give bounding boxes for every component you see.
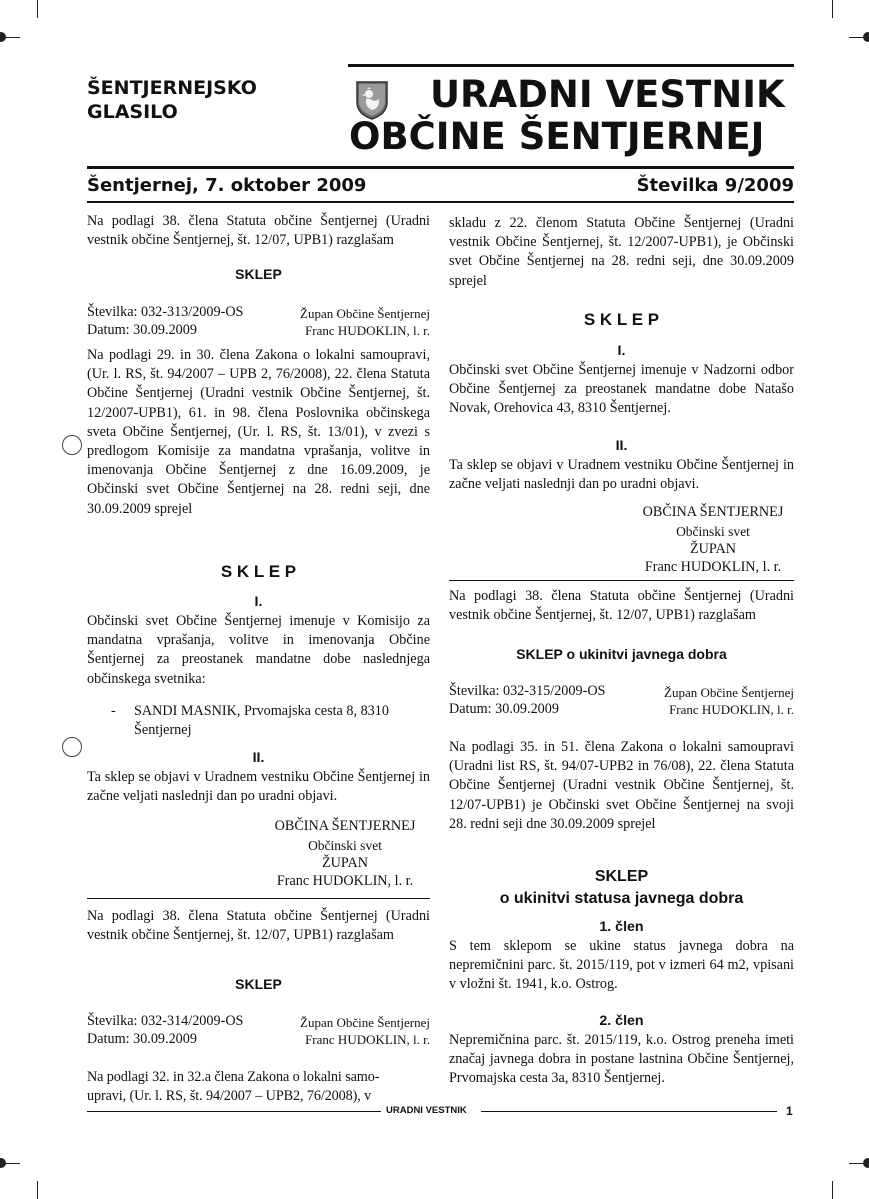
sklep-3-date: Datum: 30.09.2009 [87, 1031, 197, 1047]
sklep-6-subtitle: o ukinitvi statusa javnega dobra [499, 890, 744, 907]
article-1-heading: 1. člen [599, 919, 644, 935]
masthead-top-rule [348, 64, 794, 67]
crop-mark [37, 0, 38, 18]
sklep-2-signature-mayor: ŽUPAN [322, 855, 368, 871]
sklep-2-signature-municipality: OBČINA ŠENTJERNEJ [274, 818, 416, 834]
registration-mark [863, 32, 869, 42]
registration-mark [0, 1158, 6, 1168]
sklep-4-signature-mayor: ŽUPAN [690, 541, 736, 557]
sklep-2-member-line1: SANDI MASNIK, Prvomajska cesta 8, 8310 [134, 703, 389, 719]
footer-label: URADNI VESTNIK [386, 1105, 467, 1116]
sklep-1-date: Datum: 30.09.2009 [87, 322, 197, 338]
issue-date: Šentjernej, 7. oktober 2009 [87, 175, 367, 196]
sklep-3-signature-name: Franc HUDOKLIN, l. r. [305, 1032, 430, 1047]
sklep-4-article-I-text: Občinski svet Občine Šentjernej imenuje v Nadzorni odbor Občine Šentjernej za preostanek mandatne dobe Natašo Novak, Orehovica 43, 8310 Šentjernej. [449, 362, 794, 417]
sklep-heading-3: SKLEP [235, 976, 282, 992]
masthead-title-line2: OBČINE ŠENTJERNEJ [349, 115, 765, 158]
article-2-heading: 2. člen [599, 1013, 644, 1029]
intro-paragraph-6: Na podlagi 35. in 51. člena Zakona o lokalni samoupravi (Uradni list RS, št. 94/07-UPB2 in 76/08), 22. člena Statuta Občine Šentjernej (Uradni vestnik Občine Šentjernej, št. 12/07-UPB1) je Občinski svet Občine Šentjernej na svoji 28. redni seji dne 30.09.2009 sprejel [449, 739, 794, 832]
sklep-2-bullet: - [111, 703, 116, 719]
article-2-text: Nepremičnina parc. št. 2015/119, k.o. Ostrog preneha imeti značaj javnega dobra in postane lastnina Občine Šentjernej, Prvomajska cesta 3a, 8310 Šentjernej. [449, 1032, 794, 1087]
sklep-2-article-I-text: Občinski svet Občine Šentjernej imenuje v Komisijo za mandatna vprašanja, volitve in imenovanja Občine Šentjernej za preostanek mandatne dobe naslednjega občinskega svetnika: [87, 613, 430, 687]
article-1-text: S tem sklepom se ukine status javnega dobra na nepremičnini parc. št. 2015/119, pot v izmeri 64 m2, vpisani v vložni št. 1941, k.o. Ostrog. [449, 938, 794, 993]
sklep-2-signature-name: Franc HUDOKLIN, l. r. [276, 873, 414, 889]
sklep-5-signature-name: Franc HUDOKLIN, l. r. [669, 702, 794, 717]
intro-paragraph-3: Na podlagi 38. člena Statuta občine Šentjernej (Uradni vestnik občine Šentjernej, št. 12/07, UPB1) razglašam [87, 908, 430, 944]
intro-paragraph-1: Na podlagi 38. člena Statuta občine Šentjernej (Uradni vestnik občine Šentjernej, št. 12/07, UPB1) razglašam [87, 213, 430, 249]
issue-number: Številka 9/2009 [636, 175, 794, 196]
sklep-4-signature-council: Občinski svet [676, 524, 750, 539]
punch-hole-mark [62, 435, 82, 455]
sklep-4-article-II-text: Ta sklep se objavi v Uradnem vestniku Občine Šentjernej in začne veljati naslednji dan po uradni objavi. [449, 457, 794, 493]
intro-paragraph-2: Na podlagi 29. in 30. člena Zakona o lokalni samoupravi, (Ur. l. RS, št. 94/2007 – UPB 2, 76/2008), 22. člena Statuta Občine Šentjernej (Uradni vestnik Občine Šentjernej, št. 12/2007-UPB1), 61. in 98. člena Poslovnika občinskega sveta Občine Šentjernej, (Ur. l. RS, št. 13/01), v zvezi s predlogom Komisije za mandatna vprašanja, volitve in imenovanja Občine Šentjernej z dne 16.09.2009, je Občinski svet Občine Šentjernej na 28. redni seji, dne 30.09.2009 sprejel [87, 347, 430, 517]
crop-mark [37, 1181, 38, 1199]
masthead-date-rule [87, 201, 794, 203]
page-number: 1 [786, 1104, 793, 1118]
punch-hole-mark [62, 737, 82, 757]
sklep-heading-2: S K L E P [220, 562, 297, 581]
sklep-2-article-II: II. [252, 750, 265, 766]
sklep-1-signature-name: Franc HUDOKLIN, l. r. [305, 323, 430, 338]
masthead-title-line1: URADNI VESTNIK [430, 73, 785, 116]
masthead-left-line2: GLASILO [87, 101, 178, 123]
sklep-1-number: Številka: 032-313/2009-OS [87, 304, 244, 320]
sklep-5-signature-mayor: Župan Občine Šentjernej [664, 685, 794, 700]
sklep-5-date: Datum: 30.09.2009 [449, 701, 559, 717]
sklep-3-signature-mayor: Župan Občine Šentjernej [300, 1015, 430, 1030]
crop-mark [832, 1181, 833, 1199]
sklep-heading-4: S K L E P [583, 310, 660, 329]
sklep-1-signature-mayor: Župan Občine Šentjernej [300, 306, 430, 321]
continued-paragraph: skladu z 22. členom Statuta Občine Šentjernej (Uradni vestnik Občine Šentjernej, št. 12/2007-UPB1), je Občinski svet Občine Šentjernej na 28. redni seji, dne 30.09.2009 sprejel [449, 215, 794, 289]
sklep-4-signature-municipality: OBČINA ŠENTJERNEJ [642, 504, 784, 520]
sklep-4-signature-name: Franc HUDOKLIN, l. r. [644, 559, 782, 575]
sklep-2-article-II-text: Ta sklep se objavi v Uradnem vestniku Občine Šentjernej in začne veljati naslednji dan po uradni objavi. [87, 769, 430, 805]
intro-paragraph-5: Na podlagi 38. člena Statuta občine Šentjernej (Uradni vestnik občine Šentjernej, št. 12/07, UPB1) razglašam [449, 588, 794, 624]
sklep-heading-6: SKLEP [594, 868, 649, 885]
section-divider [449, 580, 794, 581]
sklep-2-signature-council: Občinski svet [308, 838, 382, 853]
sklep-2-article-I: I. [254, 594, 263, 610]
sklep-5-number: Številka: 032-315/2009-OS [449, 683, 606, 699]
registration-mark [0, 32, 6, 42]
intro-paragraph-4-line2: upravi, (Ur. l. RS, št. 94/2007 – UPB2, 76/2008), v [87, 1088, 372, 1104]
sklep-heading-5: SKLEP o ukinitvi javnega dobra [516, 646, 727, 662]
section-divider [87, 898, 430, 899]
masthead-left-line1: ŠENTJERNEJSKO [87, 77, 257, 99]
sklep-4-article-II: II. [615, 438, 628, 454]
sklep-2-member-line2: Šentjernej [134, 722, 192, 738]
municipal-crest-rooster-icon [355, 80, 389, 120]
intro-paragraph-4-line1: Na podlagi 32. in 32.a člena Zakona o lokalni samo- [87, 1069, 380, 1085]
sklep-4-article-I: I. [617, 343, 626, 359]
footer-rule-right [481, 1111, 777, 1112]
crop-mark [832, 0, 833, 18]
registration-mark [863, 1158, 869, 1168]
masthead-bottom-rule [87, 166, 794, 169]
sklep-heading-1: SKLEP [235, 266, 282, 282]
sklep-3-number: Številka: 032-314/2009-OS [87, 1013, 244, 1029]
footer-rule-left [87, 1111, 381, 1112]
